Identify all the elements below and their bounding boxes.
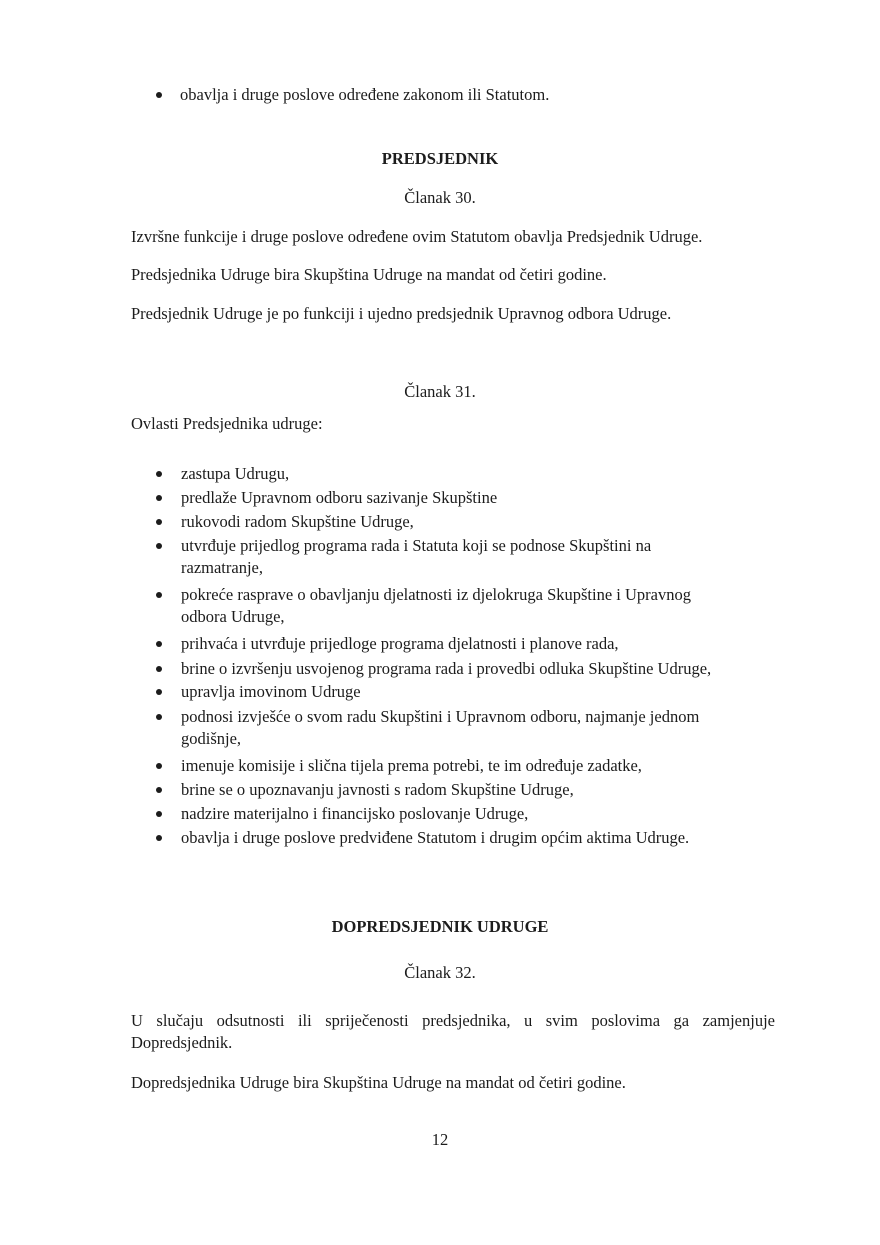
list-item: podnosi izvješće o svom radu Skupštini i Upravnom odboru, najmanje jednom xyxy=(181,707,700,726)
bullet-icon xyxy=(156,835,162,841)
bullet-icon xyxy=(156,763,162,769)
list-item: zastupa Udrugu, xyxy=(181,464,290,483)
bullet-icon xyxy=(156,519,162,525)
bullet-icon xyxy=(156,811,162,817)
bullet-icon xyxy=(156,543,162,549)
top-list-item: obavlja i druge poslove određene zakonom ili Statutom. xyxy=(180,85,550,104)
article-32-paragraph-1-line-1: U slučaju odsutnosti ili spriječenosti predsjednika, u svim poslovima ga zamjenjuje xyxy=(131,1011,775,1030)
list-item: nadzire materijalno i financijsko poslovanje Udruge, xyxy=(181,804,529,823)
article-30-paragraph-2: Predsjednika Udruge bira Skupština Udruge na mandat od četiri godine. xyxy=(131,265,607,284)
list-item: utvrđuje prijedlog programa rada i Statuta koji se podnose Skupštini na xyxy=(181,536,652,555)
article-30-paragraph-1: Izvršne funkcije i druge poslove određene ovim Statutom obavlja Predsjednik Udruge. xyxy=(131,227,703,246)
bullet-icon xyxy=(156,495,162,501)
bullet-icon xyxy=(156,714,162,720)
article-32-paragraph-2: Dopredsjednika Udruge bira Skupština Udruge na mandat od četiri godine. xyxy=(131,1073,626,1092)
list-item: brine o izvršenju usvojenog programa rada i provedbi odluka Skupštine Udruge, xyxy=(181,659,712,678)
article-30-title: Članak 30. xyxy=(404,188,476,207)
bullet-icon xyxy=(156,641,162,647)
bullet-icon xyxy=(156,689,162,695)
list-item: brine se o upoznavanju javnosti s radom Skupštine Udruge, xyxy=(181,780,574,799)
bullet-icon xyxy=(156,92,162,98)
list-item: predlaže Upravnom odboru sazivanje Skupštine xyxy=(181,488,498,507)
article-32-title: Članak 32. xyxy=(404,963,476,982)
article-32-paragraph-1-line-2: Dopredsjednik. xyxy=(131,1033,233,1052)
section-heading-dopredsjednik: DOPREDSJEDNIK UDRUGE xyxy=(331,917,549,936)
page-number: 12 xyxy=(431,1130,449,1149)
article-31-title: Članak 31. xyxy=(404,382,476,401)
bullet-icon xyxy=(156,471,162,477)
list-item-continuation: godišnje, xyxy=(181,729,242,748)
article-31-intro: Ovlasti Predsjednika udruge: xyxy=(131,414,323,433)
list-item: prihvaća i utvrđuje prijedloge programa djelatnosti i planove rada, xyxy=(181,634,619,653)
list-item: upravlja imovinom Udruge xyxy=(181,682,361,701)
list-item-continuation: odbora Udruge, xyxy=(181,607,285,626)
bullet-icon xyxy=(156,592,162,598)
list-item: imenuje komisije i slična tijela prema potrebi, te im određuje zadatke, xyxy=(181,756,642,775)
list-item: pokreće rasprave o obavljanju djelatnosti iz djelokruga Skupštine i Upravnog xyxy=(181,585,691,604)
list-item-continuation: razmatranje, xyxy=(181,558,263,577)
section-heading-predsjednik: PREDSJEDNIK xyxy=(381,149,499,168)
list-item: rukovodi radom Skupštine Udruge, xyxy=(181,512,414,531)
bullet-icon xyxy=(156,666,162,672)
list-item: obavlja i druge poslove predviđene Statutom i drugim općim aktima Udruge. xyxy=(181,828,690,847)
article-30-paragraph-3: Predsjednik Udruge je po funkciji i ujedno predsjednik Upravnog odbora Udruge. xyxy=(131,304,672,323)
bullet-icon xyxy=(156,787,162,793)
